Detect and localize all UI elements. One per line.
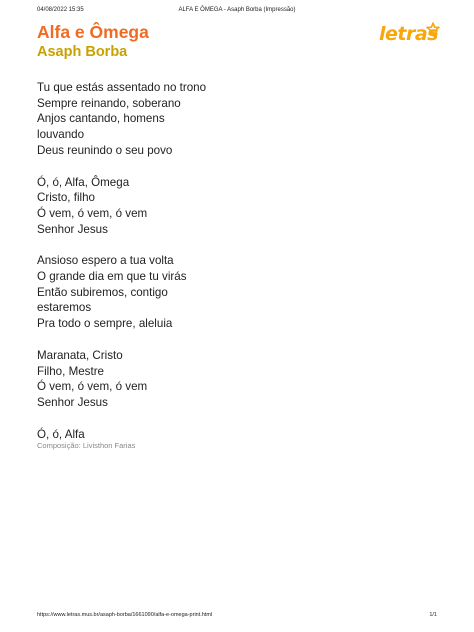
lyric-line: Pra todo o sempre, aleluia — [37, 317, 173, 331]
lyric-line: Senhor Jesus — [37, 395, 108, 409]
lyric-line: O grande dia em que tu virás — [37, 270, 187, 284]
lyric-line: louvando — [37, 128, 85, 142]
composer-credit: Composição: Livisthon Farias — [37, 441, 136, 450]
lyric-line: Deus reunindo o seu povo — [37, 143, 173, 157]
song-title: Alfa e Ômega — [37, 22, 149, 42]
lyrics — [37, 80, 297, 442]
lyric-line: Maranata, Cristo — [37, 348, 123, 362]
lyric-line: Ó vem, ó vem, ó vem — [37, 380, 148, 394]
lyric-line: Anjos cantando, homens — [37, 112, 165, 126]
print-header — [37, 7, 437, 19]
lyric-line: Ó vem, ó vem, ó vem — [37, 206, 148, 220]
letras-logo-text: letras — [379, 23, 438, 45]
lyric-line: Tu que estás assentado no trono — [37, 81, 207, 94]
lyrics-stanza — [37, 80, 297, 159]
lyrics-stanza — [37, 253, 297, 332]
letras-logo[interactable] — [378, 20, 440, 46]
lyrics-stanza — [37, 427, 297, 443]
lyric-line: Ó, ó, Alfa — [37, 427, 85, 441]
lyrics-stanza — [37, 175, 297, 238]
lyric-line: Sempre reinando, soberano — [37, 96, 181, 110]
page-number: 1/1 — [429, 612, 437, 618]
lyric-line: Ansioso espero a tua volta — [37, 254, 174, 268]
lyric-line: Senhor Jesus — [37, 222, 108, 236]
lyric-line: estaremos — [37, 301, 92, 315]
print-page-title: ALFA E ÔMEGA - Asaph Borba (Impressão) — [178, 7, 296, 13]
lyric-line: Cristo, filho — [37, 191, 95, 205]
lyric-line: Filho, Mestre — [37, 364, 105, 378]
page-url: https://www.letras.mus.br/asaph-borba/1661090/alfa-e-omega-print.html — [37, 612, 213, 618]
lyric-line: Então subiremos, contigo — [37, 285, 168, 299]
lyrics-stanza — [37, 348, 297, 411]
lyric-line: Ó, ó, Alfa, Ômega — [37, 175, 130, 189]
print-footer — [37, 612, 437, 622]
artist-name[interactable]: Asaph Borba — [37, 44, 128, 60]
print-date: 04/08/2022 15:35 — [37, 7, 84, 13]
